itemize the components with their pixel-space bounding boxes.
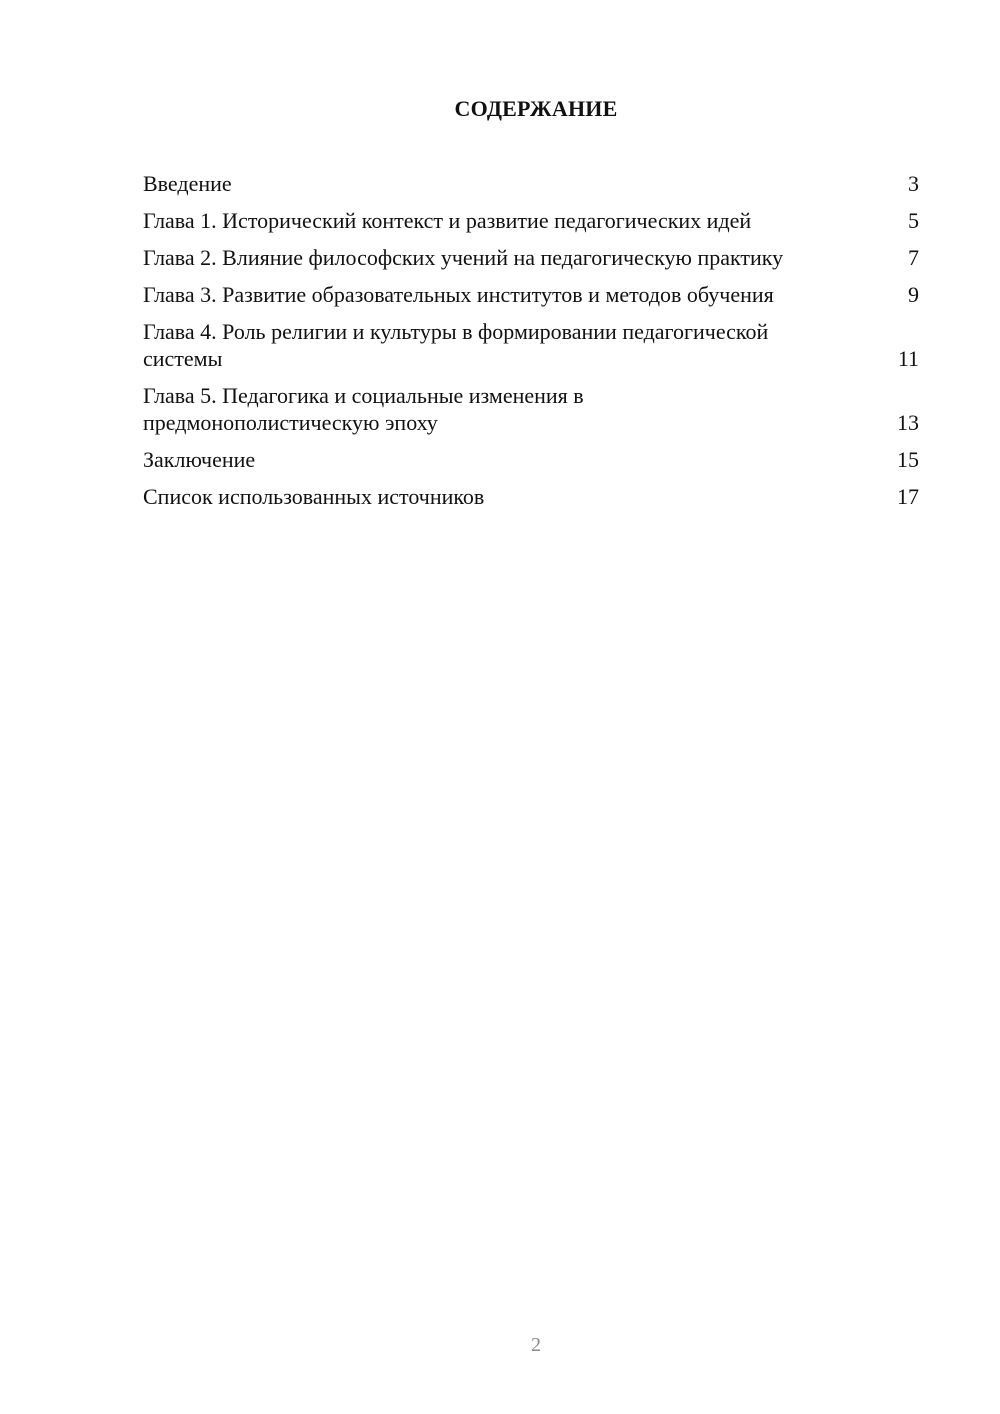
toc-entry-text: Список использованных источников bbox=[143, 484, 485, 509]
toc-entry-page: 5 bbox=[908, 208, 919, 233]
toc-entry-conclusion bbox=[143, 446, 919, 473]
toc-entry-text: Глава 2. Влияние философских учений на педагогическую практику bbox=[143, 245, 784, 270]
toc-entry-chapter-3 bbox=[143, 281, 919, 308]
toc-entry-text: Глава 3. Развитие образовательных институтов и методов обучения bbox=[143, 282, 774, 307]
toc-entry-text: Заключение bbox=[143, 447, 256, 472]
toc-entry-introduction bbox=[143, 170, 919, 197]
toc-entry-text: Введение bbox=[143, 171, 232, 196]
page-number: 2 bbox=[531, 1334, 541, 1356]
toc-entry-page: 9 bbox=[908, 282, 919, 307]
toc-entry-chapter-5 bbox=[143, 382, 919, 436]
toc-entry-text: Глава 1. Исторический контекст и развитие педагогических идей bbox=[143, 208, 752, 233]
toc-title: СОДЕРЖАНИЕ bbox=[454, 96, 618, 121]
toc-entry-chapter-1 bbox=[143, 207, 919, 234]
toc-entry-chapter-2 bbox=[143, 244, 919, 271]
table-of-contents bbox=[143, 170, 919, 520]
toc-entry-chapter-4 bbox=[143, 318, 919, 372]
toc-entry-page: 3 bbox=[908, 171, 919, 196]
toc-entry-page: 7 bbox=[908, 245, 919, 270]
toc-entry-page: 15 bbox=[897, 447, 919, 472]
toc-entry-references bbox=[143, 483, 919, 510]
toc-entry-text: Глава 4. Роль религии и культуры в формировании педагогической системы bbox=[143, 319, 769, 371]
toc-entry-text: Глава 5. Педагогика и социальные изменения в предмонополистическую эпоху bbox=[143, 383, 584, 435]
toc-entry-page: 11 bbox=[897, 346, 919, 371]
toc-entry-page: 17 bbox=[897, 484, 919, 509]
toc-entry-page: 13 bbox=[897, 410, 919, 435]
